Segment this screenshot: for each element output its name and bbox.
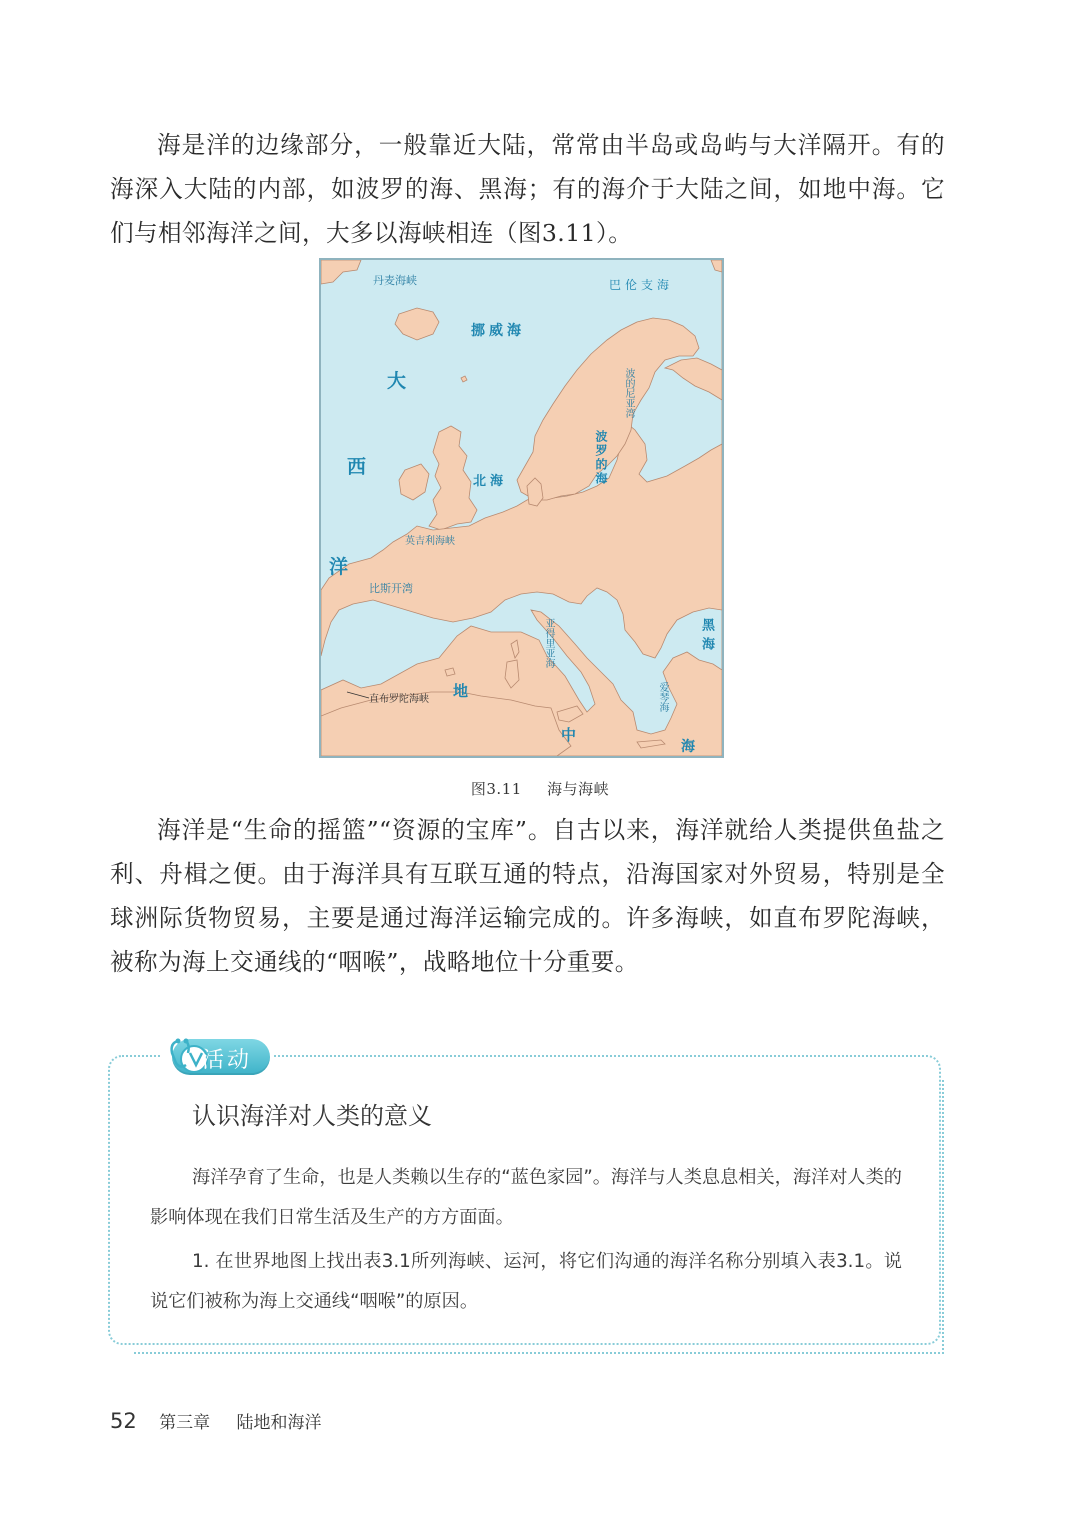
paragraph-text: 海是洋的边缘部分，一般靠近大陆，常常由半岛或岛屿与大洋隔开。有的海深入大陆的内部，如波罗的海、黑海；有的海介于大陆之间，如地中海。它们与相邻海洋之间，大多以海峡相连（图3.11）。 xyxy=(110,131,945,247)
chapter-title: 陆地和海洋 xyxy=(236,1413,322,1433)
paragraph-text: 海洋是“生命的摇篮”“资源的宝库”。自古以来，海洋就给人类提供鱼盐之利、舟楫之便。由于海洋具有互联互通的特点，沿海国家对外贸易，特别是全球洲际货物贸易，主要是通过海洋运输完成的。许多海峡，如直布罗陀海峡，被称为海上交通线的“咽喉”，战略地位十分重要。 xyxy=(110,816,945,976)
label-denmark-strait: 丹麦海峡 xyxy=(373,274,417,287)
label-med-zhong: 中 xyxy=(561,726,577,744)
label-bay-of-biscay: 比斯开湾 xyxy=(369,582,413,595)
page-footer xyxy=(110,1408,321,1433)
label-aegean-sea: 爱琴海 xyxy=(657,682,668,712)
activity-title: 认识海洋对人类的意义 xyxy=(192,1102,432,1130)
activity-item-1: 1. 在世界地图上找出表3.1所列海峡、运河，将它们沟通的海洋名称分别填入表3.1。说说它们被称为海上交通线“咽喉”的原因。 xyxy=(150,1251,902,1312)
activity-box-shadow-right xyxy=(942,1080,944,1354)
chapter-label: 第三章 xyxy=(159,1413,211,1433)
label-black-sea: 黑海 xyxy=(699,618,714,656)
label-baltic-sea: 波罗的海 xyxy=(594,430,608,486)
activity-badge-label: 活动 xyxy=(202,1048,253,1073)
paragraph-ocean-importance xyxy=(110,808,945,984)
label-gulf-of-bothnia: 波的尼亚湾 xyxy=(623,368,634,418)
label-adriatic-sea: 亚得里亚海 xyxy=(543,618,554,668)
activity-box-shadow-bottom xyxy=(134,1352,944,1354)
europe-seas-map xyxy=(319,258,724,758)
label-norwegian-sea: 挪威海 xyxy=(471,323,525,339)
label-atlantic-yang: 洋 xyxy=(329,556,349,578)
activity-body xyxy=(150,1158,902,1322)
label-barents-sea: 巴伦支海 xyxy=(609,278,674,292)
page-number: 52 xyxy=(110,1409,137,1433)
paragraph-seas-and-straits xyxy=(110,123,945,255)
label-atlantic-da: 大 xyxy=(387,370,407,392)
activity-badge xyxy=(160,1035,272,1079)
figure-number: 图3.11 xyxy=(470,780,522,798)
label-med-hai: 海 xyxy=(681,739,695,755)
activity-intro: 海洋孕育了生命，也是人类赖以生存的“蓝色家园”。海洋与人类息息相关，海洋对人类的影响体现在我们日常生活及生产的方方面面。 xyxy=(150,1167,902,1228)
label-north-sea: 北海 xyxy=(473,474,508,489)
figure-title: 海与海峡 xyxy=(547,780,610,798)
label-med-di: 地 xyxy=(453,682,469,700)
label-strait-of-gibraltar: 直布罗陀海峡 xyxy=(369,694,429,705)
figure-caption xyxy=(0,778,1080,799)
label-english-channel: 英吉利海峡 xyxy=(405,536,455,547)
label-atlantic-xi: 西 xyxy=(347,456,367,478)
